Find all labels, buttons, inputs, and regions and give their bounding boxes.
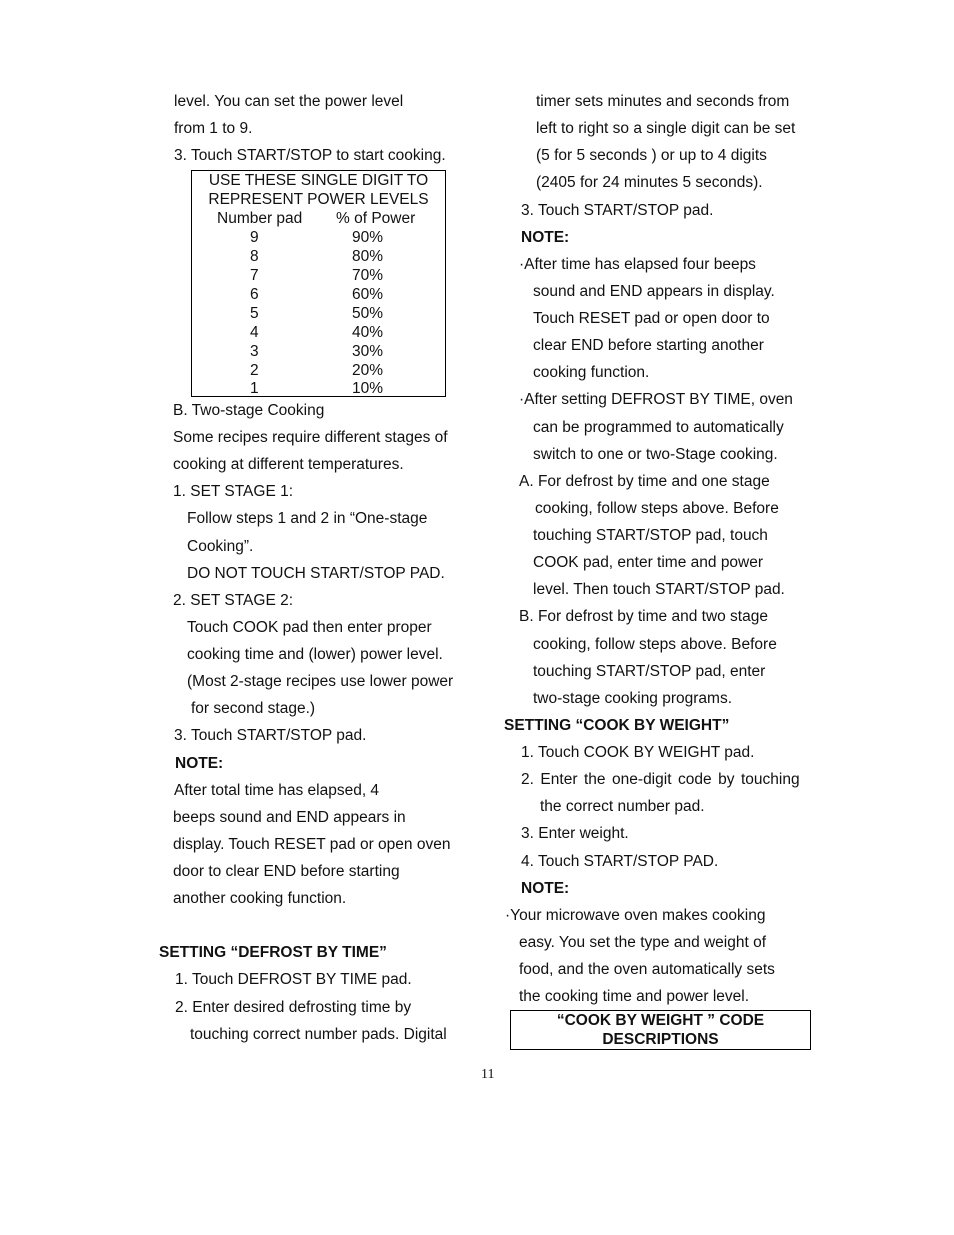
text-line: beeps sound and END appears in bbox=[173, 809, 406, 826]
table-cell: 70% bbox=[352, 267, 384, 284]
power-level-table bbox=[191, 170, 446, 397]
text-line: switch to one or two-Stage cooking. bbox=[533, 446, 778, 463]
text-line: touching START/STOP pad, enter bbox=[533, 663, 766, 680]
text-line: clear END before starting another bbox=[533, 337, 764, 354]
text-line: cooking at different temperatures. bbox=[173, 456, 404, 473]
table-cell: 4 bbox=[250, 324, 259, 341]
page-number: 11 bbox=[481, 1067, 495, 1082]
text-line: another cooking function. bbox=[173, 890, 347, 907]
table-title: USE THESE SINGLE DIGIT TO bbox=[208, 172, 429, 189]
table-title: REPRESENT POWER LEVELS bbox=[208, 191, 429, 208]
table-cell: 80% bbox=[352, 248, 384, 265]
step-item: 3. Enter weight. bbox=[521, 825, 629, 842]
text-line: for second stage.) bbox=[191, 700, 316, 717]
bullet-item: ·After time has elapsed four beeps bbox=[519, 256, 756, 273]
text-line: from 1 to 9. bbox=[174, 120, 253, 137]
step-item: 3. Touch START/STOP pad. bbox=[174, 727, 367, 744]
table-cell: 3 bbox=[250, 343, 259, 360]
step-item: 2. Enter the one-digit code by touching bbox=[521, 771, 800, 788]
table-cell: 50% bbox=[352, 305, 384, 322]
text-line: Touch COOK pad then enter proper bbox=[187, 619, 432, 636]
text-line: the cooking time and power level. bbox=[519, 988, 750, 1005]
table-cell: 60% bbox=[352, 286, 384, 303]
text-line: After total time has elapsed, 4 bbox=[174, 782, 380, 799]
text-line: Some recipes require different stages of bbox=[173, 429, 448, 446]
table-cell: 6 bbox=[250, 286, 259, 303]
cook-by-weight-code-box bbox=[510, 1010, 811, 1050]
text-line: the correct number pad. bbox=[540, 798, 705, 815]
table-cell: 10% bbox=[352, 380, 384, 397]
step-item: 1. SET STAGE 1: bbox=[173, 483, 294, 500]
step-item: A. For defrost by time and one stage bbox=[519, 473, 770, 490]
table-cell: 8 bbox=[250, 248, 259, 265]
column-header: % of Power bbox=[336, 210, 416, 227]
table-cell: 30% bbox=[352, 343, 384, 360]
text-line: level. Then touch START/STOP pad. bbox=[533, 581, 785, 598]
text-line: cooking function. bbox=[533, 364, 650, 381]
note-heading: NOTE: bbox=[175, 755, 224, 772]
step-item: 1. Touch COOK BY WEIGHT pad. bbox=[521, 744, 755, 761]
table-cell: 9 bbox=[250, 229, 259, 246]
text-line: touching correct number pads. Digital bbox=[190, 1026, 447, 1043]
step-item: 3. Touch START/STOP pad. bbox=[521, 202, 714, 219]
table-cell: 5 bbox=[250, 305, 259, 322]
text-line: COOK pad, enter time and power bbox=[533, 554, 764, 571]
step-item: 3. Touch START/STOP to start cooking. bbox=[174, 147, 446, 164]
text-line: door to clear END before starting bbox=[173, 863, 400, 880]
text-line: (5 for 5 seconds ) or up to 4 digits bbox=[536, 147, 767, 164]
step-item: 4. Touch START/STOP PAD. bbox=[521, 853, 719, 870]
table-cell: 40% bbox=[352, 324, 384, 341]
text-line: cooking, follow steps above. Before bbox=[533, 636, 777, 653]
table-cell: 90% bbox=[352, 229, 384, 246]
text-line: easy. You set the type and weight of bbox=[519, 934, 767, 951]
text-line: Touch RESET pad or open door to bbox=[533, 310, 770, 327]
section-heading: SETTING “COOK BY WEIGHT” bbox=[504, 717, 730, 734]
step-item: 2. SET STAGE 2: bbox=[173, 592, 294, 609]
note-heading: NOTE: bbox=[521, 229, 570, 246]
bullet-item: ·After setting DEFROST BY TIME, oven bbox=[519, 391, 793, 408]
column-header: Number pad bbox=[217, 210, 303, 227]
text-line: two-stage cooking programs. bbox=[533, 690, 733, 707]
section-heading: B. Two-stage Cooking bbox=[173, 402, 325, 419]
bullet-item: ·Your microwave oven makes cooking bbox=[505, 907, 766, 924]
text-line: (Most 2-stage recipes use lower power bbox=[187, 673, 454, 690]
text-line: Cooking”. bbox=[187, 538, 254, 555]
table-cell: 20% bbox=[352, 362, 384, 379]
text-line: cooking time and (lower) power level. bbox=[187, 646, 443, 663]
text-line: level. You can set the power level bbox=[174, 93, 404, 110]
note-heading: NOTE: bbox=[521, 880, 570, 897]
text-line: (2405 for 24 minutes 5 seconds). bbox=[536, 174, 763, 191]
step-item: B. For defrost by time and two stage bbox=[519, 608, 768, 625]
text-line: timer sets minutes and seconds from bbox=[536, 93, 790, 110]
text-line: sound and END appears in display. bbox=[533, 283, 775, 300]
text-line: cooking, follow steps above. Before bbox=[535, 500, 779, 517]
text-line: left to right so a single digit can be set bbox=[536, 120, 796, 137]
step-item: 1. Touch DEFROST BY TIME pad. bbox=[175, 971, 412, 988]
text-line: touching START/STOP pad, touch bbox=[533, 527, 768, 544]
box-title: “COOK BY WEIGHT ” CODE bbox=[556, 1012, 765, 1029]
text-line: Follow steps 1 and 2 in “One-stage bbox=[187, 510, 428, 527]
text-line: DO NOT TOUCH START/STOP PAD. bbox=[187, 565, 445, 582]
text-line: display. Touch RESET pad or open oven bbox=[173, 836, 451, 853]
text-line: can be programmed to automatically bbox=[533, 419, 784, 436]
step-item: 2. Enter desired defrosting time by bbox=[175, 999, 412, 1016]
table-cell: 1 bbox=[250, 380, 259, 397]
section-heading: SETTING “DEFROST BY TIME” bbox=[159, 944, 387, 961]
table-cell: 2 bbox=[250, 362, 259, 379]
text-line: food, and the oven automatically sets bbox=[519, 961, 775, 978]
box-title: DESCRIPTIONS bbox=[602, 1031, 719, 1048]
table-cell: 7 bbox=[250, 267, 259, 284]
